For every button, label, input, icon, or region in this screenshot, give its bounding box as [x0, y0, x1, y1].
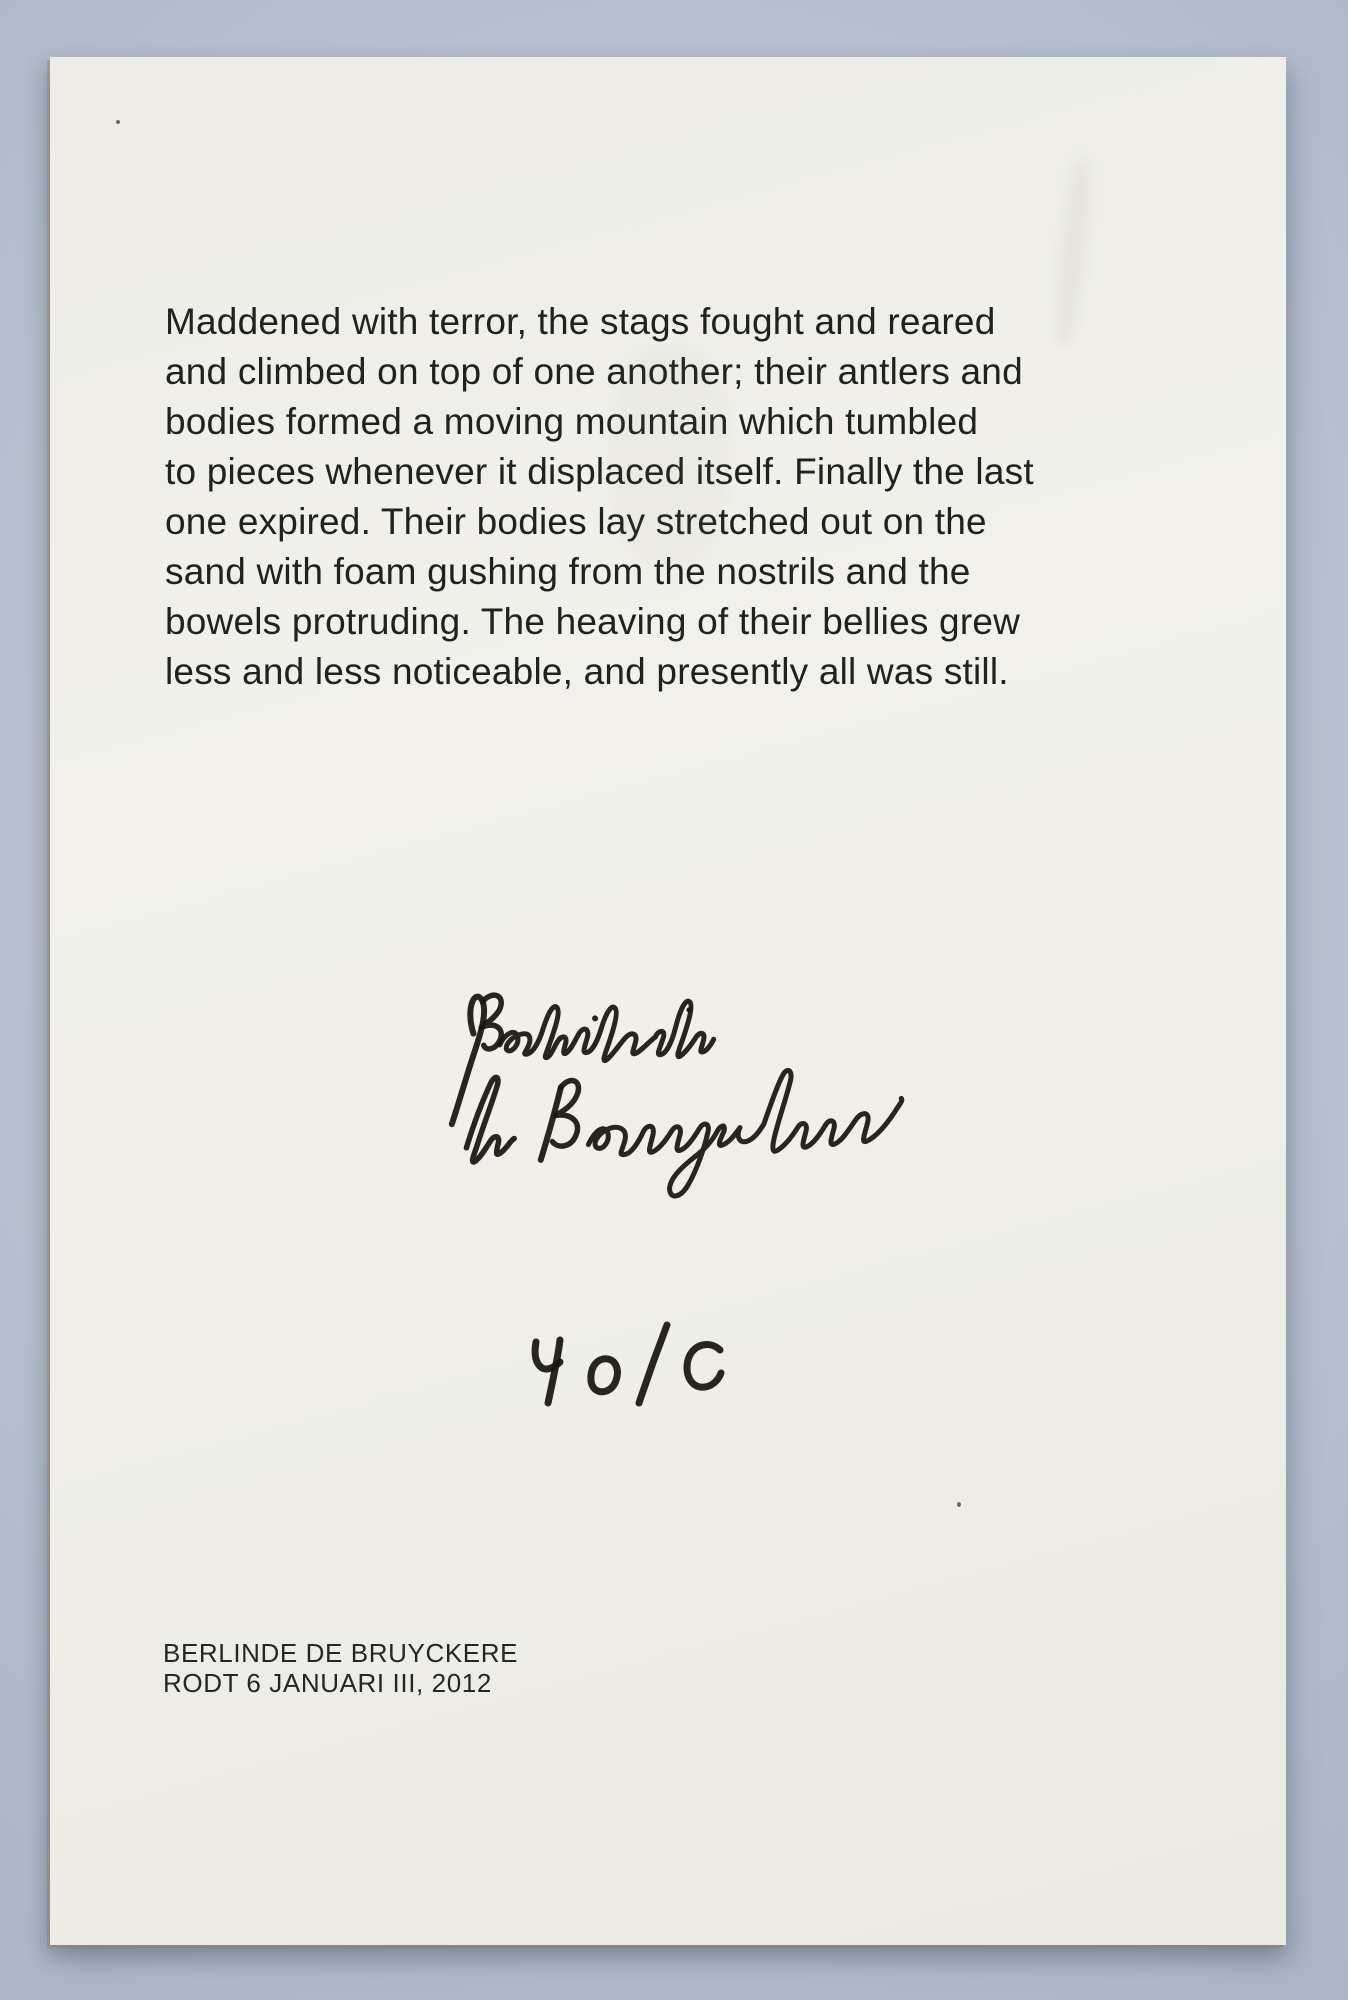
signature-line-2-de: [465, 1077, 515, 1162]
edition-number-handwriting: [515, 1295, 775, 1425]
signature-line-2-letters: [587, 1067, 905, 1198]
quote-line: and climbed on top of one another; their antlers and: [165, 351, 1023, 392]
quote-line: sand with foam gushing from the nostrils and the: [165, 551, 971, 592]
signature-line-2-b-stem: [539, 1087, 563, 1160]
credit-work-title: RODT 6 JANUARI III, 2012: [163, 1668, 492, 1698]
quote-line: one expired. Their bodies lay stretched out on the: [165, 501, 987, 542]
quote-line: bowels protruding. The heaving of their bellies grew: [165, 601, 1021, 642]
quote-line: Maddened with terror, the stags fought and reared: [165, 301, 996, 342]
quote-line: to pieces whenever it displaced itself. Finally the last: [165, 451, 1034, 492]
edition-c: [687, 1345, 721, 1388]
signature-line-1-letters: [499, 1001, 714, 1064]
signature-i-dot: [592, 1015, 598, 1021]
signature-line-2-b-bowls: [551, 1080, 580, 1146]
paper-smudge: [610, 347, 730, 567]
signature-handwriting: [442, 958, 1008, 1223]
edition-slash: [639, 1325, 667, 1403]
paper-speck: [116, 120, 120, 124]
paper-speck: [957, 1502, 961, 1507]
edition-0: [591, 1359, 617, 1392]
quote-line: bodies formed a moving mountain which tumbled: [165, 401, 979, 442]
credit-artist-name: BERLINDE DE BRUYCKERE: [163, 1638, 519, 1668]
credit-block: [163, 1638, 518, 1698]
quote-line: less and less noticeable, and presently all was still.: [165, 651, 1009, 692]
card: [50, 57, 1286, 1945]
